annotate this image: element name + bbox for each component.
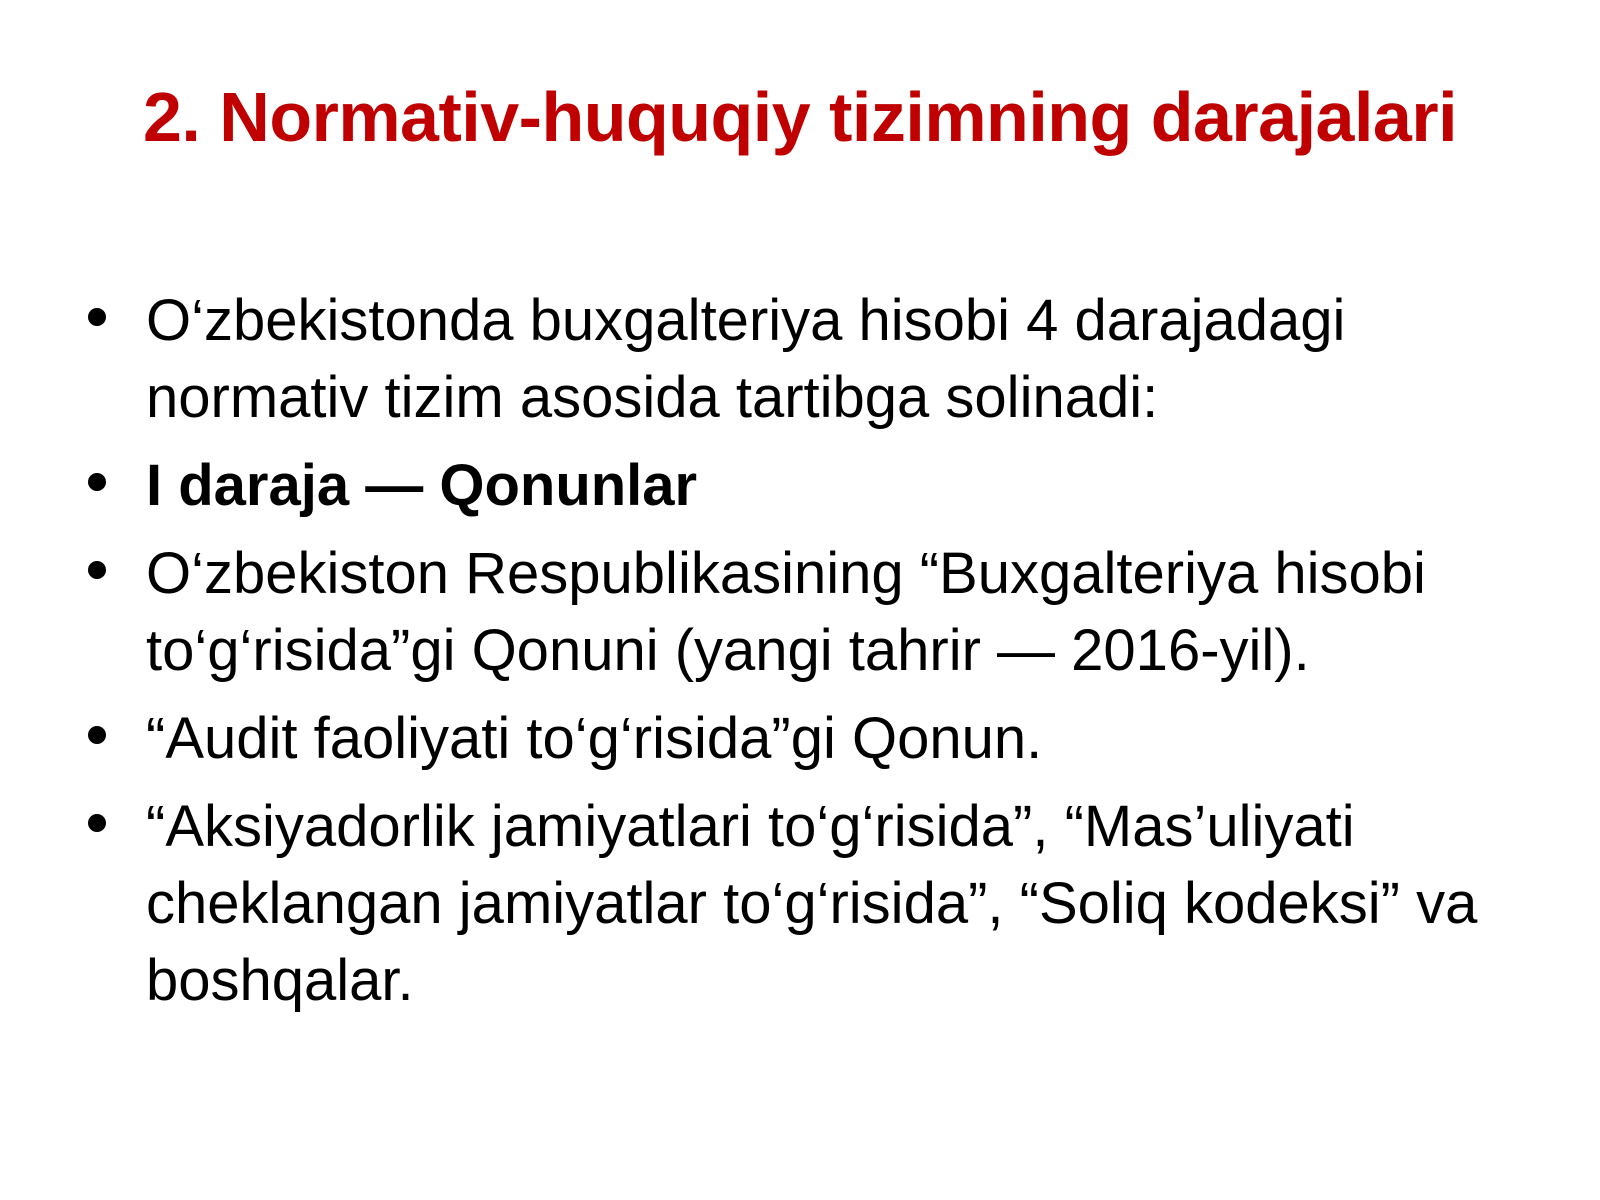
bullet-text: O‘zbekiston Respublikasining “Buxgalteriya hisobi to‘g‘risida”gi Qonuni (yangi tahrir — 2016-yil). xyxy=(146,541,1426,683)
bullet-item-heading xyxy=(82,447,1562,524)
bullet-text: “Audit faoliyati to‘g‘risida”gi Qonun. xyxy=(146,706,1043,771)
bullet-dot-icon xyxy=(88,473,106,491)
bullet-dot-icon xyxy=(88,308,106,326)
bullet-dot-icon xyxy=(88,726,106,744)
bullet-text: O‘zbekistonda buxgalteriya hisobi 4 darajadagi normativ tizim asosida tartibga solinadi: xyxy=(146,288,1346,430)
bullet-item xyxy=(82,282,1562,436)
bullet-list xyxy=(82,282,1562,1030)
slide-title: 2. Normativ-huquqiy tizimning darajalari xyxy=(142,78,1458,156)
bullet-text: I daraja — Qonunlar xyxy=(146,453,698,518)
bullet-item xyxy=(82,788,1562,1019)
bullet-item xyxy=(82,535,1562,689)
bullet-text: “Aksiyadorlik jamiyatlari to‘g‘risida”, “Mas’uliyati cheklangan jamiyatlar to‘g‘risida”, “Soliq kodeksi” va boshqalar. xyxy=(146,794,1478,1013)
bullet-item xyxy=(82,700,1562,777)
bullet-dot-icon xyxy=(88,814,106,832)
bullet-dot-icon xyxy=(88,561,106,579)
